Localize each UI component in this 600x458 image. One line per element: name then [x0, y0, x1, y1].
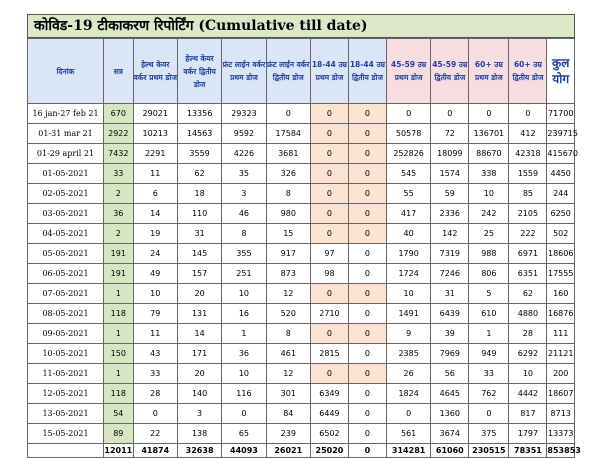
total-date — [28, 444, 104, 458]
cell-hcw-dose2: 171 — [177, 344, 221, 364]
cell-age-18-44-dose2: 0 — [348, 284, 386, 304]
cell-satr: 2 — [104, 184, 134, 204]
cell-age-45-59-dose1: 10 — [386, 284, 430, 304]
vaccination-table — [27, 38, 581, 458]
cell-age-60plus-dose1: 33 — [469, 364, 509, 384]
cell-age-45-59-dose2: 39 — [431, 324, 469, 344]
cell-hcw-dose2: 14563 — [177, 124, 221, 144]
cell-age-45-59-dose2: 2336 — [431, 204, 469, 224]
cell-flw-dose2: 873 — [266, 264, 310, 284]
cell-hcw-dose1: 28 — [133, 384, 177, 404]
header-satr: सत्र — [104, 39, 134, 104]
cell-age-18-44-dose2: 0 — [348, 324, 386, 344]
cell-hcw-dose2: 157 — [177, 264, 221, 284]
cell-age-45-59-dose2: 56 — [431, 364, 469, 384]
cell-age-18-44-dose1: 0 — [310, 144, 348, 164]
table-row — [28, 264, 575, 284]
cell-age-60plus-dose2: 1559 — [509, 164, 547, 184]
cell-total: 6250 — [547, 204, 575, 224]
cell-age-60plus-dose2: 412 — [509, 124, 547, 144]
cell-hcw-dose1: 11 — [133, 324, 177, 344]
cell-date: 15-05-2021 — [28, 424, 104, 444]
cell-satr: 1 — [104, 364, 134, 384]
cell-flw-dose1: 35 — [222, 164, 266, 184]
cell-age-45-59-dose2: 7969 — [431, 344, 469, 364]
cell-total: 71700 — [547, 104, 575, 124]
cell-date: 08-05-2021 — [28, 304, 104, 324]
header-18-44-dose1: 18-44 उम्र प्रथम डोज — [310, 39, 348, 104]
table-row — [28, 244, 575, 264]
cell-date: 01-29 april 21 — [28, 144, 104, 164]
cell-age-45-59-dose2: 18099 — [431, 144, 469, 164]
table-row — [28, 424, 575, 444]
cell-hcw-dose2: 62 — [177, 164, 221, 184]
cell-hcw-dose2: 145 — [177, 244, 221, 264]
cell-hcw-dose1: 14 — [133, 204, 177, 224]
cell-flw-dose1: 8 — [222, 224, 266, 244]
cell-age-45-59-dose2: 142 — [431, 224, 469, 244]
cell-age-45-59-dose2: 59 — [431, 184, 469, 204]
header-60plus-dose2: 60+ उम्र द्वितीय डोज — [509, 39, 547, 104]
cell-flw-dose1: 0 — [222, 404, 266, 424]
total-age-18-44-dose2: 0 — [348, 444, 386, 458]
cell-age-45-59-dose1: 9 — [386, 324, 430, 344]
cell-age-18-44-dose1: 0 — [310, 184, 348, 204]
cell-age-18-44-dose1: 0 — [310, 324, 348, 344]
cell-flw-dose2: 239 — [266, 424, 310, 444]
cell-satr: 118 — [104, 384, 134, 404]
cell-age-60plus-dose1: 375 — [469, 424, 509, 444]
cell-date: 04-05-2021 — [28, 224, 104, 244]
cell-total: 21121 — [547, 344, 575, 364]
cell-age-45-59-dose1: 55 — [386, 184, 430, 204]
cell-age-45-59-dose1: 2385 — [386, 344, 430, 364]
table-row — [28, 284, 575, 304]
cell-hcw-dose1: 79 — [133, 304, 177, 324]
cell-age-45-59-dose2: 4645 — [431, 384, 469, 404]
cell-date: 13-05-2021 — [28, 404, 104, 424]
cell-total: 239715 — [547, 124, 575, 144]
cell-age-45-59-dose1: 40 — [386, 224, 430, 244]
cell-hcw-dose2: 13356 — [177, 104, 221, 124]
total-total: 853853 — [547, 444, 575, 458]
cell-age-60plus-dose1: 5 — [469, 284, 509, 304]
table-row — [28, 164, 575, 184]
cell-hcw-dose1: 43 — [133, 344, 177, 364]
cell-hcw-dose2: 20 — [177, 364, 221, 384]
cell-age-45-59-dose2: 6439 — [431, 304, 469, 324]
cell-age-60plus-dose2: 4880 — [509, 304, 547, 324]
cell-total: 200 — [547, 364, 575, 384]
table-row — [28, 184, 575, 204]
cell-flw-dose2: 12 — [266, 284, 310, 304]
header-45-59-dose2: 45-59 उम्र द्वितीय डोज — [431, 39, 469, 104]
cell-satr: 54 — [104, 404, 134, 424]
cell-flw-dose2: 326 — [266, 164, 310, 184]
cell-age-45-59-dose1: 545 — [386, 164, 430, 184]
cell-date: 05-05-2021 — [28, 244, 104, 264]
cell-flw-dose2: 917 — [266, 244, 310, 264]
cell-date: 01-05-2021 — [28, 164, 104, 184]
cell-total: 13373 — [547, 424, 575, 444]
cell-flw-dose1: 10 — [222, 284, 266, 304]
cell-age-60plus-dose2: 0 — [509, 104, 547, 124]
cell-hcw-dose2: 18 — [177, 184, 221, 204]
cell-age-60plus-dose1: 25 — [469, 224, 509, 244]
cell-age-18-44-dose1: 98 — [310, 264, 348, 284]
cell-date: 12-05-2021 — [28, 384, 104, 404]
cell-date: 10-05-2021 — [28, 344, 104, 364]
cell-flw-dose1: 1 — [222, 324, 266, 344]
cell-age-18-44-dose2: 0 — [348, 164, 386, 184]
cell-age-18-44-dose1: 0 — [310, 164, 348, 184]
cell-flw-dose2: 8 — [266, 324, 310, 344]
cell-age-45-59-dose1: 0 — [386, 404, 430, 424]
cell-age-18-44-dose2: 0 — [348, 224, 386, 244]
cell-flw-dose2: 12 — [266, 364, 310, 384]
report-title: कोविड-19 टीकाकरण रिपोर्टिंग (Cumulative till date) — [27, 14, 575, 38]
cell-age-45-59-dose1: 252826 — [386, 144, 430, 164]
cell-age-60plus-dose1: 88670 — [469, 144, 509, 164]
cell-hcw-dose1: 29021 — [133, 104, 177, 124]
cell-hcw-dose2: 140 — [177, 384, 221, 404]
cell-age-18-44-dose2: 0 — [348, 384, 386, 404]
cell-age-45-59-dose2: 7246 — [431, 264, 469, 284]
header-flw-dose1: फ्रंट लाईन वर्कर प्रथम डोज — [222, 39, 266, 104]
cell-age-45-59-dose1: 1491 — [386, 304, 430, 324]
cell-flw-dose1: 46 — [222, 204, 266, 224]
cell-flw-dose2: 17584 — [266, 124, 310, 144]
cell-date: 01-31 mar 21 — [28, 124, 104, 144]
cell-age-60plus-dose1: 242 — [469, 204, 509, 224]
cell-age-18-44-dose2: 0 — [348, 124, 386, 144]
cell-age-45-59-dose1: 561 — [386, 424, 430, 444]
header-45-59-dose1: 45-59 उम्र प्रथम डोज — [386, 39, 430, 104]
cell-hcw-dose1: 0 — [133, 404, 177, 424]
cell-hcw-dose1: 33 — [133, 364, 177, 384]
cell-flw-dose2: 3681 — [266, 144, 310, 164]
cell-age-45-59-dose1: 417 — [386, 204, 430, 224]
cell-age-45-59-dose1: 1824 — [386, 384, 430, 404]
total-flw-dose2: 26021 — [266, 444, 310, 458]
cell-satr: 7432 — [104, 144, 134, 164]
cell-age-18-44-dose1: 0 — [310, 124, 348, 144]
cell-satr: 1 — [104, 324, 134, 344]
cell-age-45-59-dose1: 1790 — [386, 244, 430, 264]
table-row — [28, 204, 575, 224]
cell-age-45-59-dose2: 7319 — [431, 244, 469, 264]
cell-date: 02-05-2021 — [28, 184, 104, 204]
cell-flw-dose1: 10 — [222, 364, 266, 384]
cell-hcw-dose2: 131 — [177, 304, 221, 324]
cell-age-18-44-dose2: 0 — [348, 424, 386, 444]
cell-flw-dose1: 251 — [222, 264, 266, 284]
cell-hcw-dose2: 31 — [177, 224, 221, 244]
cell-flw-dose1: 116 — [222, 384, 266, 404]
cell-age-60plus-dose1: 610 — [469, 304, 509, 324]
cell-age-18-44-dose2: 0 — [348, 184, 386, 204]
cell-hcw-dose1: 10 — [133, 284, 177, 304]
cell-age-60plus-dose2: 2105 — [509, 204, 547, 224]
cell-age-45-59-dose2: 3674 — [431, 424, 469, 444]
cell-hcw-dose1: 10213 — [133, 124, 177, 144]
cell-age-60plus-dose2: 62 — [509, 284, 547, 304]
cell-age-18-44-dose2: 0 — [348, 404, 386, 424]
cell-hcw-dose1: 49 — [133, 264, 177, 284]
total-age-45-59-dose1: 314281 — [386, 444, 430, 458]
cell-age-60plus-dose2: 222 — [509, 224, 547, 244]
cell-age-60plus-dose1: 806 — [469, 264, 509, 284]
cell-age-60plus-dose1: 0 — [469, 104, 509, 124]
header-60plus-dose1: 60+ उम्र प्रथम डोज — [469, 39, 509, 104]
cell-age-60plus-dose2: 6292 — [509, 344, 547, 364]
cell-age-60plus-dose2: 10 — [509, 364, 547, 384]
cell-satr: 118 — [104, 304, 134, 324]
table-row — [28, 104, 575, 124]
cell-age-18-44-dose1: 6349 — [310, 384, 348, 404]
cell-flw-dose2: 461 — [266, 344, 310, 364]
table-row — [28, 144, 575, 164]
cell-hcw-dose2: 14 — [177, 324, 221, 344]
cell-age-18-44-dose1: 6502 — [310, 424, 348, 444]
table-row — [28, 364, 575, 384]
cell-flw-dose1: 29323 — [222, 104, 266, 124]
cell-hcw-dose1: 2291 — [133, 144, 177, 164]
header-hcw-dose2: हेल्थ केयर वर्कर द्वितीय डोज — [177, 39, 221, 104]
cell-flw-dose2: 520 — [266, 304, 310, 324]
total-hcw-dose2: 32638 — [177, 444, 221, 458]
cell-satr: 33 — [104, 164, 134, 184]
cell-age-60plus-dose1: 988 — [469, 244, 509, 264]
cell-age-60plus-dose1: 0 — [469, 404, 509, 424]
table-row — [28, 384, 575, 404]
cell-age-18-44-dose1: 97 — [310, 244, 348, 264]
header-total: कुल योग — [547, 39, 575, 104]
cell-age-18-44-dose1: 0 — [310, 364, 348, 384]
table-row — [28, 124, 575, 144]
cell-total: 18607 — [547, 384, 575, 404]
cell-age-18-44-dose1: 2815 — [310, 344, 348, 364]
header-row — [28, 39, 575, 104]
cell-age-60plus-dose1: 1 — [469, 324, 509, 344]
cell-age-60plus-dose1: 338 — [469, 164, 509, 184]
table-row — [28, 344, 575, 364]
cell-total: 244 — [547, 184, 575, 204]
header-flw-dose2: फ्रंट लाईन वर्कर द्वितीय डोज — [266, 39, 310, 104]
cell-hcw-dose1: 24 — [133, 244, 177, 264]
cell-age-18-44-dose1: 0 — [310, 284, 348, 304]
header-18-44-dose2: 18-44 उम्र द्वितीय डोज — [348, 39, 386, 104]
table-row — [28, 324, 575, 344]
cell-date: 11-05-2021 — [28, 364, 104, 384]
cell-flw-dose1: 3 — [222, 184, 266, 204]
cell-satr: 150 — [104, 344, 134, 364]
cell-satr: 89 — [104, 424, 134, 444]
cell-age-45-59-dose2: 31 — [431, 284, 469, 304]
cell-total: 415670 — [547, 144, 575, 164]
table-row — [28, 224, 575, 244]
cell-age-45-59-dose1: 0 — [386, 104, 430, 124]
cell-age-60plus-dose2: 28 — [509, 324, 547, 344]
cell-hcw-dose2: 110 — [177, 204, 221, 224]
cell-age-18-44-dose1: 2710 — [310, 304, 348, 324]
cell-hcw-dose2: 20 — [177, 284, 221, 304]
cell-age-18-44-dose1: 0 — [310, 104, 348, 124]
total-satr: 12011 — [104, 444, 134, 458]
cell-age-60plus-dose2: 817 — [509, 404, 547, 424]
total-age-18-44-dose1: 25020 — [310, 444, 348, 458]
cell-hcw-dose1: 11 — [133, 164, 177, 184]
table-row — [28, 304, 575, 324]
cell-flw-dose2: 15 — [266, 224, 310, 244]
table-row — [28, 404, 575, 424]
total-age-45-59-dose2: 61060 — [431, 444, 469, 458]
cell-flw-dose2: 0 — [266, 104, 310, 124]
cell-satr: 2922 — [104, 124, 134, 144]
cell-age-60plus-dose2: 1797 — [509, 424, 547, 444]
table-body — [28, 104, 581, 458]
cell-age-18-44-dose1: 6449 — [310, 404, 348, 424]
cell-hcw-dose1: 19 — [133, 224, 177, 244]
cell-satr: 670 — [104, 104, 134, 124]
cell-hcw-dose2: 138 — [177, 424, 221, 444]
cell-flw-dose1: 355 — [222, 244, 266, 264]
cell-age-18-44-dose2: 0 — [348, 244, 386, 264]
cell-flw-dose2: 301 — [266, 384, 310, 404]
cell-total: 4450 — [547, 164, 575, 184]
cell-age-18-44-dose2: 0 — [348, 344, 386, 364]
cell-age-18-44-dose1: 0 — [310, 204, 348, 224]
cell-satr: 191 — [104, 244, 134, 264]
cell-total: 18606 — [547, 244, 575, 264]
cell-age-18-44-dose2: 0 — [348, 264, 386, 284]
cell-age-60plus-dose1: 136701 — [469, 124, 509, 144]
cell-flw-dose1: 36 — [222, 344, 266, 364]
cell-age-18-44-dose1: 0 — [310, 224, 348, 244]
cell-hcw-dose2: 3559 — [177, 144, 221, 164]
cell-age-45-59-dose2: 0 — [431, 104, 469, 124]
cell-hcw-dose1: 22 — [133, 424, 177, 444]
cell-satr: 36 — [104, 204, 134, 224]
cell-age-60plus-dose1: 10 — [469, 184, 509, 204]
total-hcw-dose1: 41874 — [133, 444, 177, 458]
cell-total: 8713 — [547, 404, 575, 424]
total-age-60plus-dose1: 230515 — [469, 444, 509, 458]
cell-age-45-59-dose2: 1574 — [431, 164, 469, 184]
cell-age-18-44-dose2: 0 — [348, 144, 386, 164]
cell-age-45-59-dose1: 26 — [386, 364, 430, 384]
cell-age-60plus-dose1: 949 — [469, 344, 509, 364]
cell-satr: 1 — [104, 284, 134, 304]
cell-age-18-44-dose2: 0 — [348, 364, 386, 384]
cell-age-60plus-dose2: 42318 — [509, 144, 547, 164]
cell-age-60plus-dose2: 4442 — [509, 384, 547, 404]
cell-total: 502 — [547, 224, 575, 244]
header-date: दिनांक — [28, 39, 104, 104]
cell-total: 111 — [547, 324, 575, 344]
cell-total: 160 — [547, 284, 575, 304]
cell-age-45-59-dose2: 72 — [431, 124, 469, 144]
cell-date: 03-05-2021 — [28, 204, 104, 224]
cell-flw-dose1: 4226 — [222, 144, 266, 164]
header-hcw-dose1: हेल्थ केयर वर्कर प्रथम डोज — [133, 39, 177, 104]
cell-age-18-44-dose2: 0 — [348, 104, 386, 124]
cell-satr: 2 — [104, 224, 134, 244]
cell-flw-dose1: 65 — [222, 424, 266, 444]
cell-flw-dose2: 980 — [266, 204, 310, 224]
cell-date: 06-05-2021 — [28, 264, 104, 284]
cell-age-60plus-dose2: 85 — [509, 184, 547, 204]
cell-date: 07-05-2021 — [28, 284, 104, 304]
cell-age-18-44-dose2: 0 — [348, 304, 386, 324]
cell-age-45-59-dose1: 50578 — [386, 124, 430, 144]
cell-flw-dose1: 16 — [222, 304, 266, 324]
cell-hcw-dose2: 3 — [177, 404, 221, 424]
cell-date: 16 jan-27 feb 21 — [28, 104, 104, 124]
cell-age-18-44-dose2: 0 — [348, 204, 386, 224]
cell-flw-dose2: 84 — [266, 404, 310, 424]
totals-row — [28, 444, 575, 458]
cell-age-60plus-dose1: 762 — [469, 384, 509, 404]
total-age-60plus-dose2: 78351 — [509, 444, 547, 458]
cell-total: 16876 — [547, 304, 575, 324]
cell-date: 09-05-2021 — [28, 324, 104, 344]
cell-satr: 191 — [104, 264, 134, 284]
cell-hcw-dose1: 6 — [133, 184, 177, 204]
cell-age-45-59-dose1: 1724 — [386, 264, 430, 284]
cell-age-45-59-dose2: 1360 — [431, 404, 469, 424]
cell-flw-dose2: 8 — [266, 184, 310, 204]
cell-flw-dose1: 9592 — [222, 124, 266, 144]
total-flw-dose1: 44093 — [222, 444, 266, 458]
cell-age-60plus-dose2: 6351 — [509, 264, 547, 284]
cell-total: 17555 — [547, 264, 575, 284]
cell-age-60plus-dose2: 6971 — [509, 244, 547, 264]
